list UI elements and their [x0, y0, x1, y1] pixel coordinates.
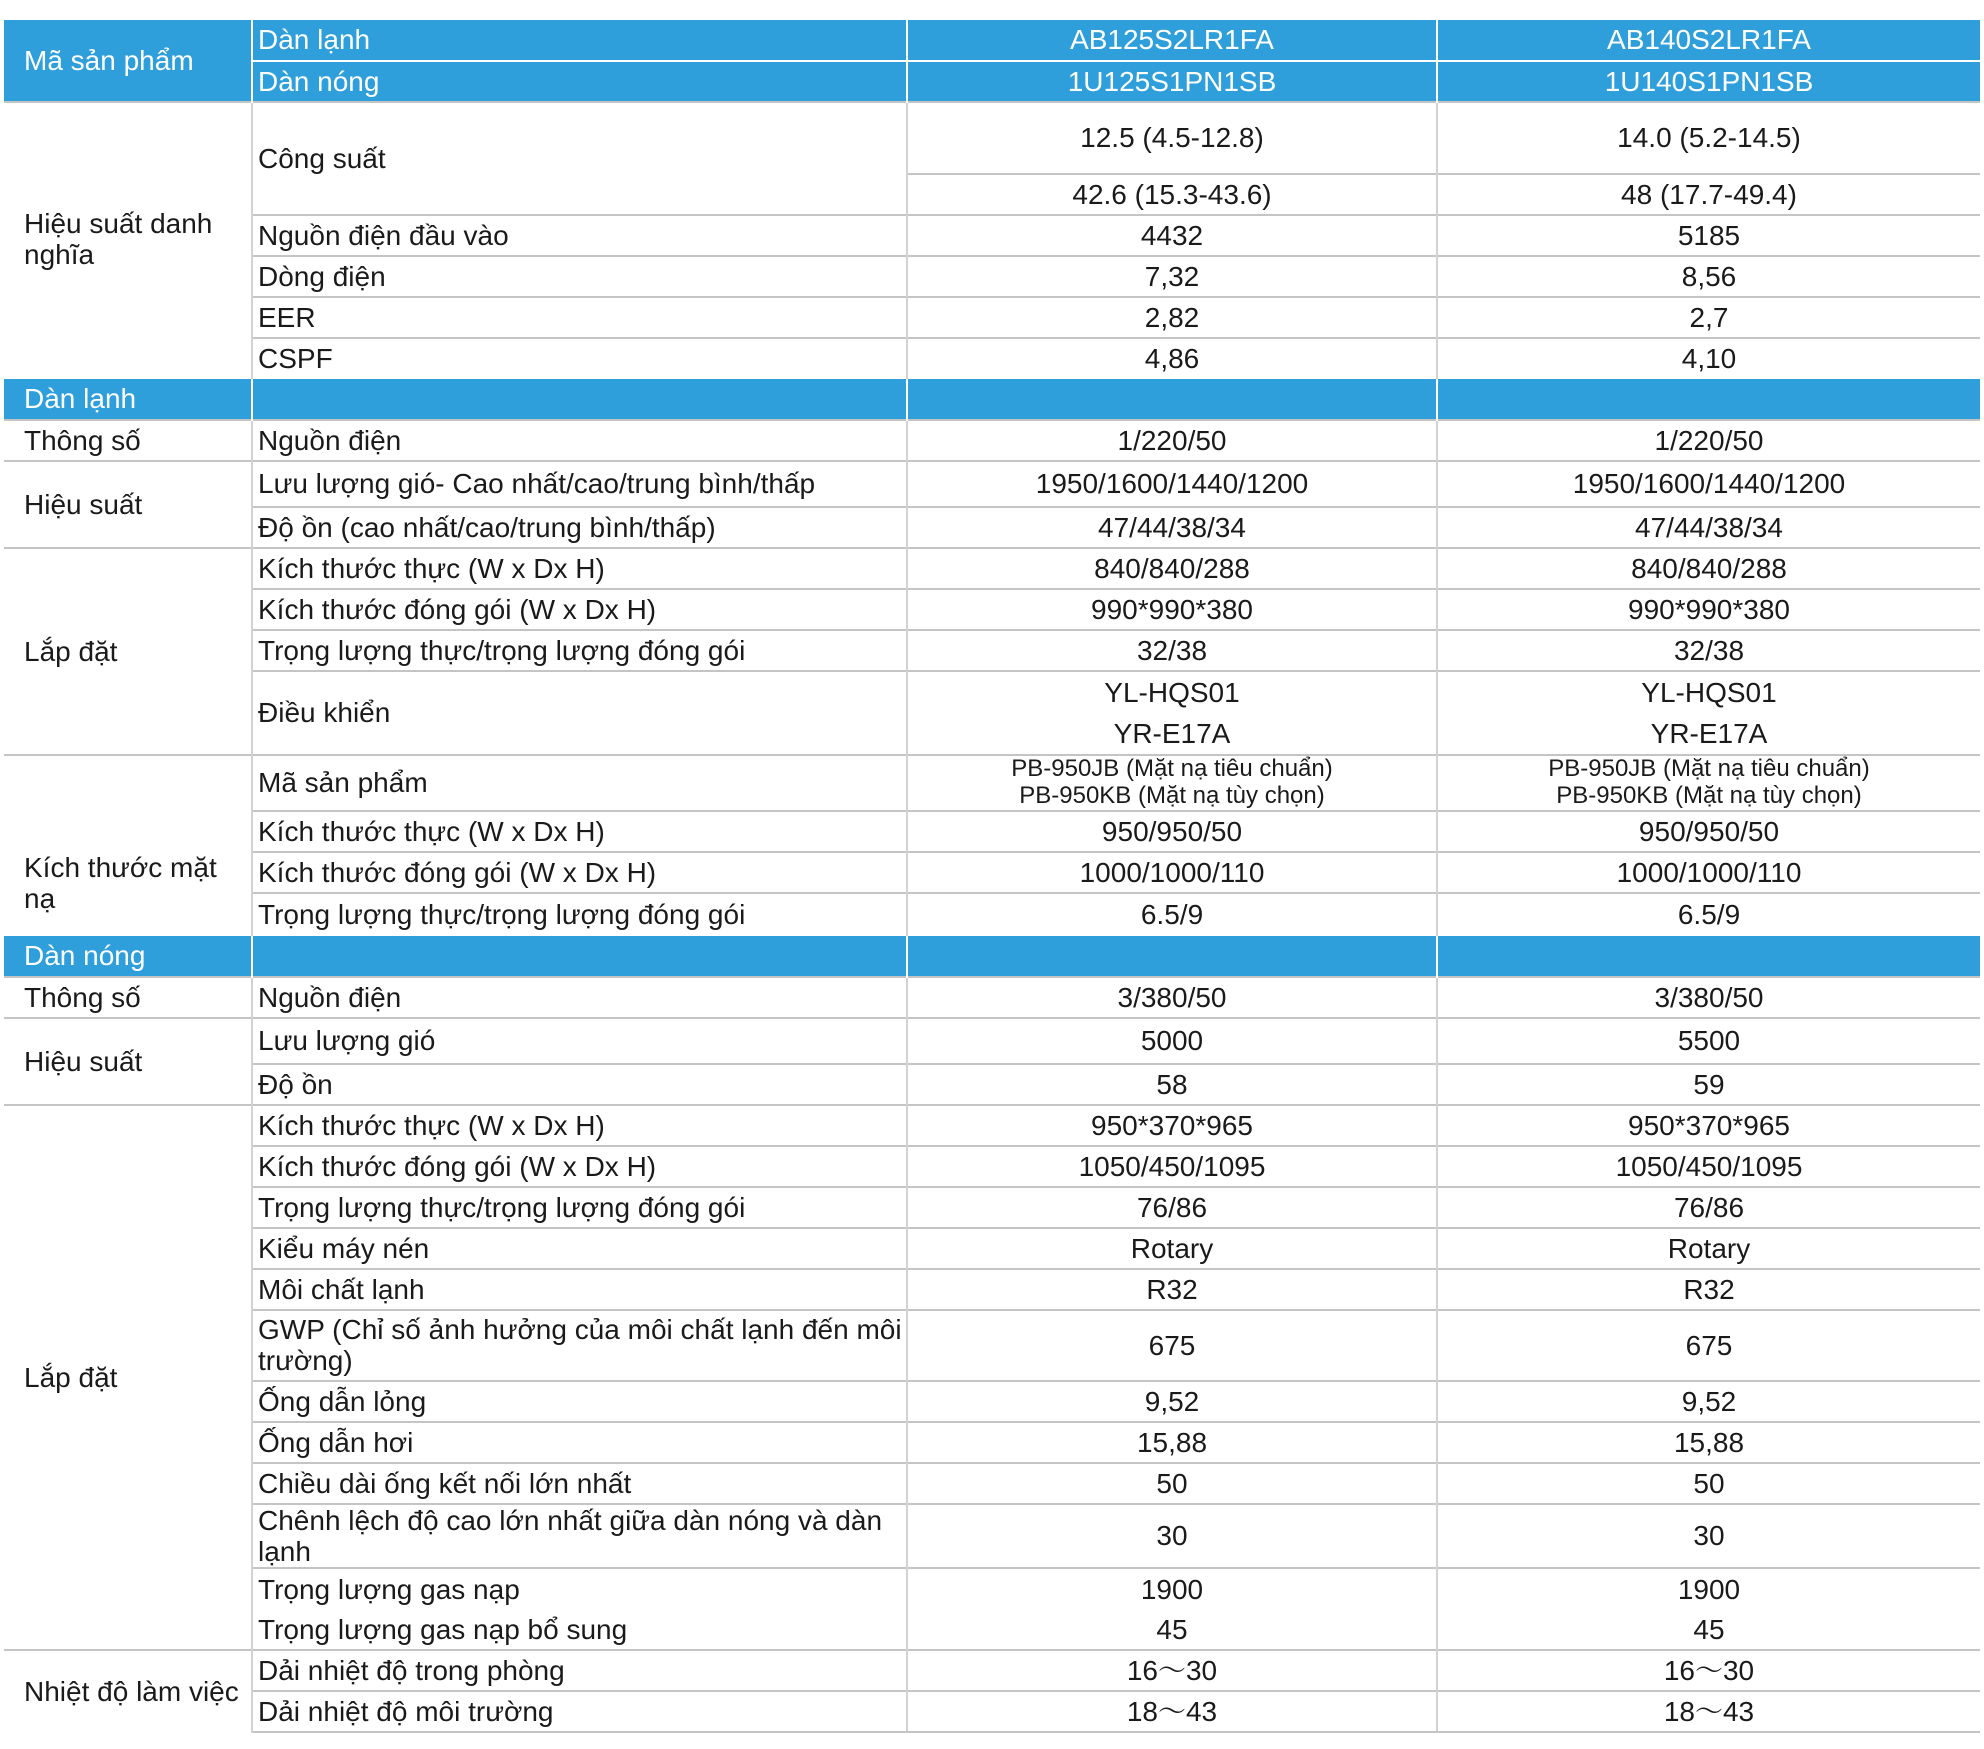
cell-value: YR-E17A: [907, 713, 1437, 755]
table-row: [4, 1691, 1980, 1732]
table-row: [4, 256, 1980, 297]
row-label: Dòng điện: [252, 256, 907, 297]
section-title: Dàn nóng: [4, 936, 252, 977]
product-code-label: Mã sản phẩm: [4, 20, 252, 102]
cell-value: YL-HQS01: [907, 671, 1437, 713]
cell-value: 990*990*380: [1437, 589, 1980, 630]
cell-value: 5185: [1437, 215, 1980, 256]
performance-group: Hiệu suất: [4, 1018, 252, 1105]
table-row: [4, 1463, 1980, 1504]
table-row: [4, 1146, 1980, 1187]
section-spacer: [907, 379, 1437, 420]
section-header-indoor: [4, 379, 1980, 420]
cell-value: 1/220/50: [907, 420, 1437, 461]
row-label: Ống dẫn hơi: [252, 1422, 907, 1463]
row-label: Kích thước đóng gói (W x Dx H): [252, 589, 907, 630]
cell-value: 675: [1437, 1310, 1980, 1381]
cell-value: 4,86: [907, 338, 1437, 379]
cell-value: R32: [907, 1269, 1437, 1310]
table-row: [4, 1609, 1980, 1650]
row-label: CSPF: [252, 338, 907, 379]
cell-value: 5000: [907, 1018, 1437, 1064]
section-spacer: [252, 936, 907, 977]
cell-value: R32: [1437, 1269, 1980, 1310]
section-header-outdoor: [4, 936, 1980, 977]
table-row: [4, 1310, 1980, 1381]
cell-value: 42.6 (15.3-43.6): [907, 174, 1437, 215]
table-row: [4, 297, 1980, 338]
table-row: [4, 102, 1980, 174]
row-label: Lưu lượng gió- Cao nhất/cao/trung bình/thấp: [252, 461, 907, 507]
row-label: Nguồn điện: [252, 977, 907, 1018]
cell-value: 1900: [907, 1568, 1437, 1609]
cell-value: 840/840/288: [1437, 548, 1980, 589]
cell-value: 59: [1437, 1064, 1980, 1105]
cell-value: 32/38: [907, 630, 1437, 671]
row-label: Mã sản phẩm: [252, 755, 907, 811]
row-label: Trọng lượng gas nạp bổ sung: [252, 1609, 907, 1650]
cell-value: 950/950/50: [907, 811, 1437, 852]
cell-value: 2,82: [907, 297, 1437, 338]
panel-model-cell: [907, 755, 1437, 811]
row-label: Lưu lượng gió: [252, 1018, 907, 1064]
installation-group: Lắp đặt: [4, 548, 252, 755]
cell-value: 2,7: [1437, 297, 1980, 338]
cell-value: 47/44/38/34: [907, 507, 1437, 548]
table-row: [4, 1105, 1980, 1146]
cell-value: 675: [907, 1310, 1437, 1381]
cell-value: 7,32: [907, 256, 1437, 297]
cell-value: YL-HQS01: [1437, 671, 1980, 713]
cell-value: 16～30: [1437, 1650, 1980, 1691]
cell-value: 6.5/9: [1437, 893, 1980, 936]
table-row: [4, 977, 1980, 1018]
row-label: Kích thước đóng gói (W x Dx H): [252, 852, 907, 893]
cell-value: 3/380/50: [907, 977, 1437, 1018]
cell-value: 18～43: [1437, 1691, 1980, 1732]
row-label: Độ ồn (cao nhất/cao/trung bình/thấp): [252, 507, 907, 548]
cell-value: 950*370*965: [907, 1105, 1437, 1146]
cell-value: 9,52: [1437, 1381, 1980, 1422]
cell-value: 950/950/50: [1437, 811, 1980, 852]
installation-group: Lắp đặt: [4, 1105, 252, 1651]
cell-value: 16～30: [907, 1650, 1437, 1691]
table-row: [4, 755, 1980, 811]
cell-value: 15,88: [907, 1422, 1437, 1463]
row-label: EER: [252, 297, 907, 338]
cell-value: 1000/1000/110: [907, 852, 1437, 893]
cell-value: 45: [907, 1609, 1437, 1650]
row-label: Kích thước thực (W x Dx H): [252, 548, 907, 589]
row-label: Dải nhiệt độ môi trường: [252, 1691, 907, 1732]
row-label: Kích thước đóng gói (W x Dx H): [252, 1146, 907, 1187]
row-label: Kích thước thực (W x Dx H): [252, 1105, 907, 1146]
spec-group: Thông số: [4, 977, 252, 1018]
section-spacer: [907, 936, 1437, 977]
row-label: GWP (Chỉ số ảnh hưởng của môi chất lạnh đến môi trường): [252, 1310, 907, 1381]
cell-value: 1/220/50: [1437, 420, 1980, 461]
cell-value: PB-950KB (Mặt nạ tùy chọn): [1019, 781, 1325, 809]
table-row: [4, 1650, 1980, 1691]
cell-value: PB-950KB (Mặt nạ tùy chọn): [1556, 781, 1862, 809]
cell-value: Rotary: [907, 1228, 1437, 1269]
table-row: [4, 507, 1980, 548]
cell-value: 58: [907, 1064, 1437, 1105]
row-label: Điều khiển: [252, 671, 907, 755]
row-label: Chênh lệch độ cao lớn nhất giữa dàn nóng và dàn lạnh: [252, 1504, 907, 1569]
cell-value: 1950/1600/1440/1200: [907, 461, 1437, 507]
cell-value: PB-950JB (Mặt nạ tiêu chuẩn): [1548, 755, 1870, 782]
cell-value: 1000/1000/110: [1437, 852, 1980, 893]
header-row-indoor: [4, 20, 1980, 61]
row-label: Công suất: [252, 102, 907, 215]
indoor-unit-label: Dàn lạnh: [252, 20, 907, 61]
table-row: [4, 215, 1980, 256]
cell-value: 30: [907, 1504, 1437, 1569]
cell-value: 50: [1437, 1463, 1980, 1504]
table-row: [4, 420, 1980, 461]
row-label: Trọng lượng thực/trọng lượng đóng gói: [252, 1187, 907, 1228]
cell-value: 4,10: [1437, 338, 1980, 379]
table-row: [4, 1018, 1980, 1064]
section-spacer: [1437, 379, 1980, 420]
cell-value: 8,56: [1437, 256, 1980, 297]
table-row: [4, 630, 1980, 671]
row-label: Kích thước thực (W x Dx H): [252, 811, 907, 852]
cell-value: 4432: [907, 215, 1437, 256]
row-label: Trọng lượng gas nạp: [252, 1568, 907, 1609]
panel-model-cell: [1437, 755, 1980, 811]
cell-value: 9,52: [907, 1381, 1437, 1422]
cell-value: PB-950JB (Mặt nạ tiêu chuẩn): [1011, 755, 1333, 782]
cell-value: 12.5 (4.5-12.8): [907, 102, 1437, 174]
row-label: Môi chất lạnh: [252, 1269, 907, 1310]
section-spacer: [252, 379, 907, 420]
cell-value: 50: [907, 1463, 1437, 1504]
table-row: [4, 1269, 1980, 1310]
cell-value: 1050/450/1095: [1437, 1146, 1980, 1187]
cell-value: 5500: [1437, 1018, 1980, 1064]
cell-value: 14.0 (5.2-14.5): [1437, 102, 1980, 174]
table-row: [4, 852, 1980, 893]
cell-value: Rotary: [1437, 1228, 1980, 1269]
cell-value: 840/840/288: [907, 548, 1437, 589]
table-row: [4, 1568, 1980, 1609]
indoor-model-2: AB140S2LR1FA: [1437, 20, 1980, 61]
cell-value: 1950/1600/1440/1200: [1437, 461, 1980, 507]
table-row: [4, 1504, 1980, 1569]
table-row: [4, 893, 1980, 936]
outdoor-model-1: 1U125S1PN1SB: [907, 61, 1437, 102]
cell-value: 990*990*380: [907, 589, 1437, 630]
outdoor-model-2: 1U140S1PN1SB: [1437, 61, 1980, 102]
cell-value: 3/380/50: [1437, 977, 1980, 1018]
row-label: Chiều dài ống kết nối lớn nhất: [252, 1463, 907, 1504]
table-row: [4, 671, 1980, 713]
outdoor-unit-label: Dàn nóng: [252, 61, 907, 102]
row-label: Kiểu máy nén: [252, 1228, 907, 1269]
cell-value: 1050/450/1095: [907, 1146, 1437, 1187]
table-row: [4, 548, 1980, 589]
cell-value: 1900: [1437, 1568, 1980, 1609]
cell-value: 45: [1693, 1613, 1725, 1645]
row-label: Nguồn điện: [252, 420, 907, 461]
table-row: [4, 589, 1980, 630]
table-row: [4, 1064, 1980, 1105]
row-label: Ống dẫn lỏng: [252, 1381, 907, 1422]
row-label: Dải nhiệt độ trong phòng: [252, 1650, 907, 1691]
cell-value: 32/38: [1437, 630, 1980, 671]
header-row-outdoor: [4, 61, 1980, 102]
table-row: [4, 461, 1980, 507]
section-title: Dàn lạnh: [4, 379, 252, 420]
cell-value: 15,88: [1437, 1422, 1980, 1463]
row-label: Nguồn điện đầu vào: [252, 215, 907, 256]
table-row: [4, 1381, 1980, 1422]
row-label: Trọng lượng thực/trọng lượng đóng gói: [252, 893, 907, 936]
spec-group: Thông số: [4, 420, 252, 461]
panel-group: Kích thước mặt nạ: [4, 755, 252, 936]
cell-value: 950*370*965: [1437, 1105, 1980, 1146]
table-row: [4, 338, 1980, 379]
working-temp-group: Nhiệt độ làm việc: [4, 1650, 252, 1732]
cell-value: 47/44/38/34: [1437, 507, 1980, 548]
cell-value: 18～43: [907, 1691, 1437, 1732]
spec-table: [4, 20, 1980, 1733]
section-spacer: [1437, 936, 1980, 977]
cell-value: 6.5/9: [907, 893, 1437, 936]
rated-performance-group: Hiệu suất danh nghĩa: [4, 102, 252, 379]
cell-value: 76/86: [907, 1187, 1437, 1228]
cell-value: 48 (17.7-49.4): [1437, 174, 1980, 215]
cell-value: 76/86: [1437, 1187, 1980, 1228]
row-label: Trọng lượng thực/trọng lượng đóng gói: [252, 630, 907, 671]
table-row: [4, 1422, 1980, 1463]
indoor-model-1: AB125S2LR1FA: [907, 20, 1437, 61]
cell-value: YR-E17A: [1650, 717, 1768, 749]
row-label: Độ ồn: [252, 1064, 907, 1105]
cell-value: 30: [1437, 1504, 1980, 1569]
performance-group: Hiệu suất: [4, 461, 252, 548]
table-row: [4, 811, 1980, 852]
table-row: [4, 1228, 1980, 1269]
table-row: [4, 1187, 1980, 1228]
